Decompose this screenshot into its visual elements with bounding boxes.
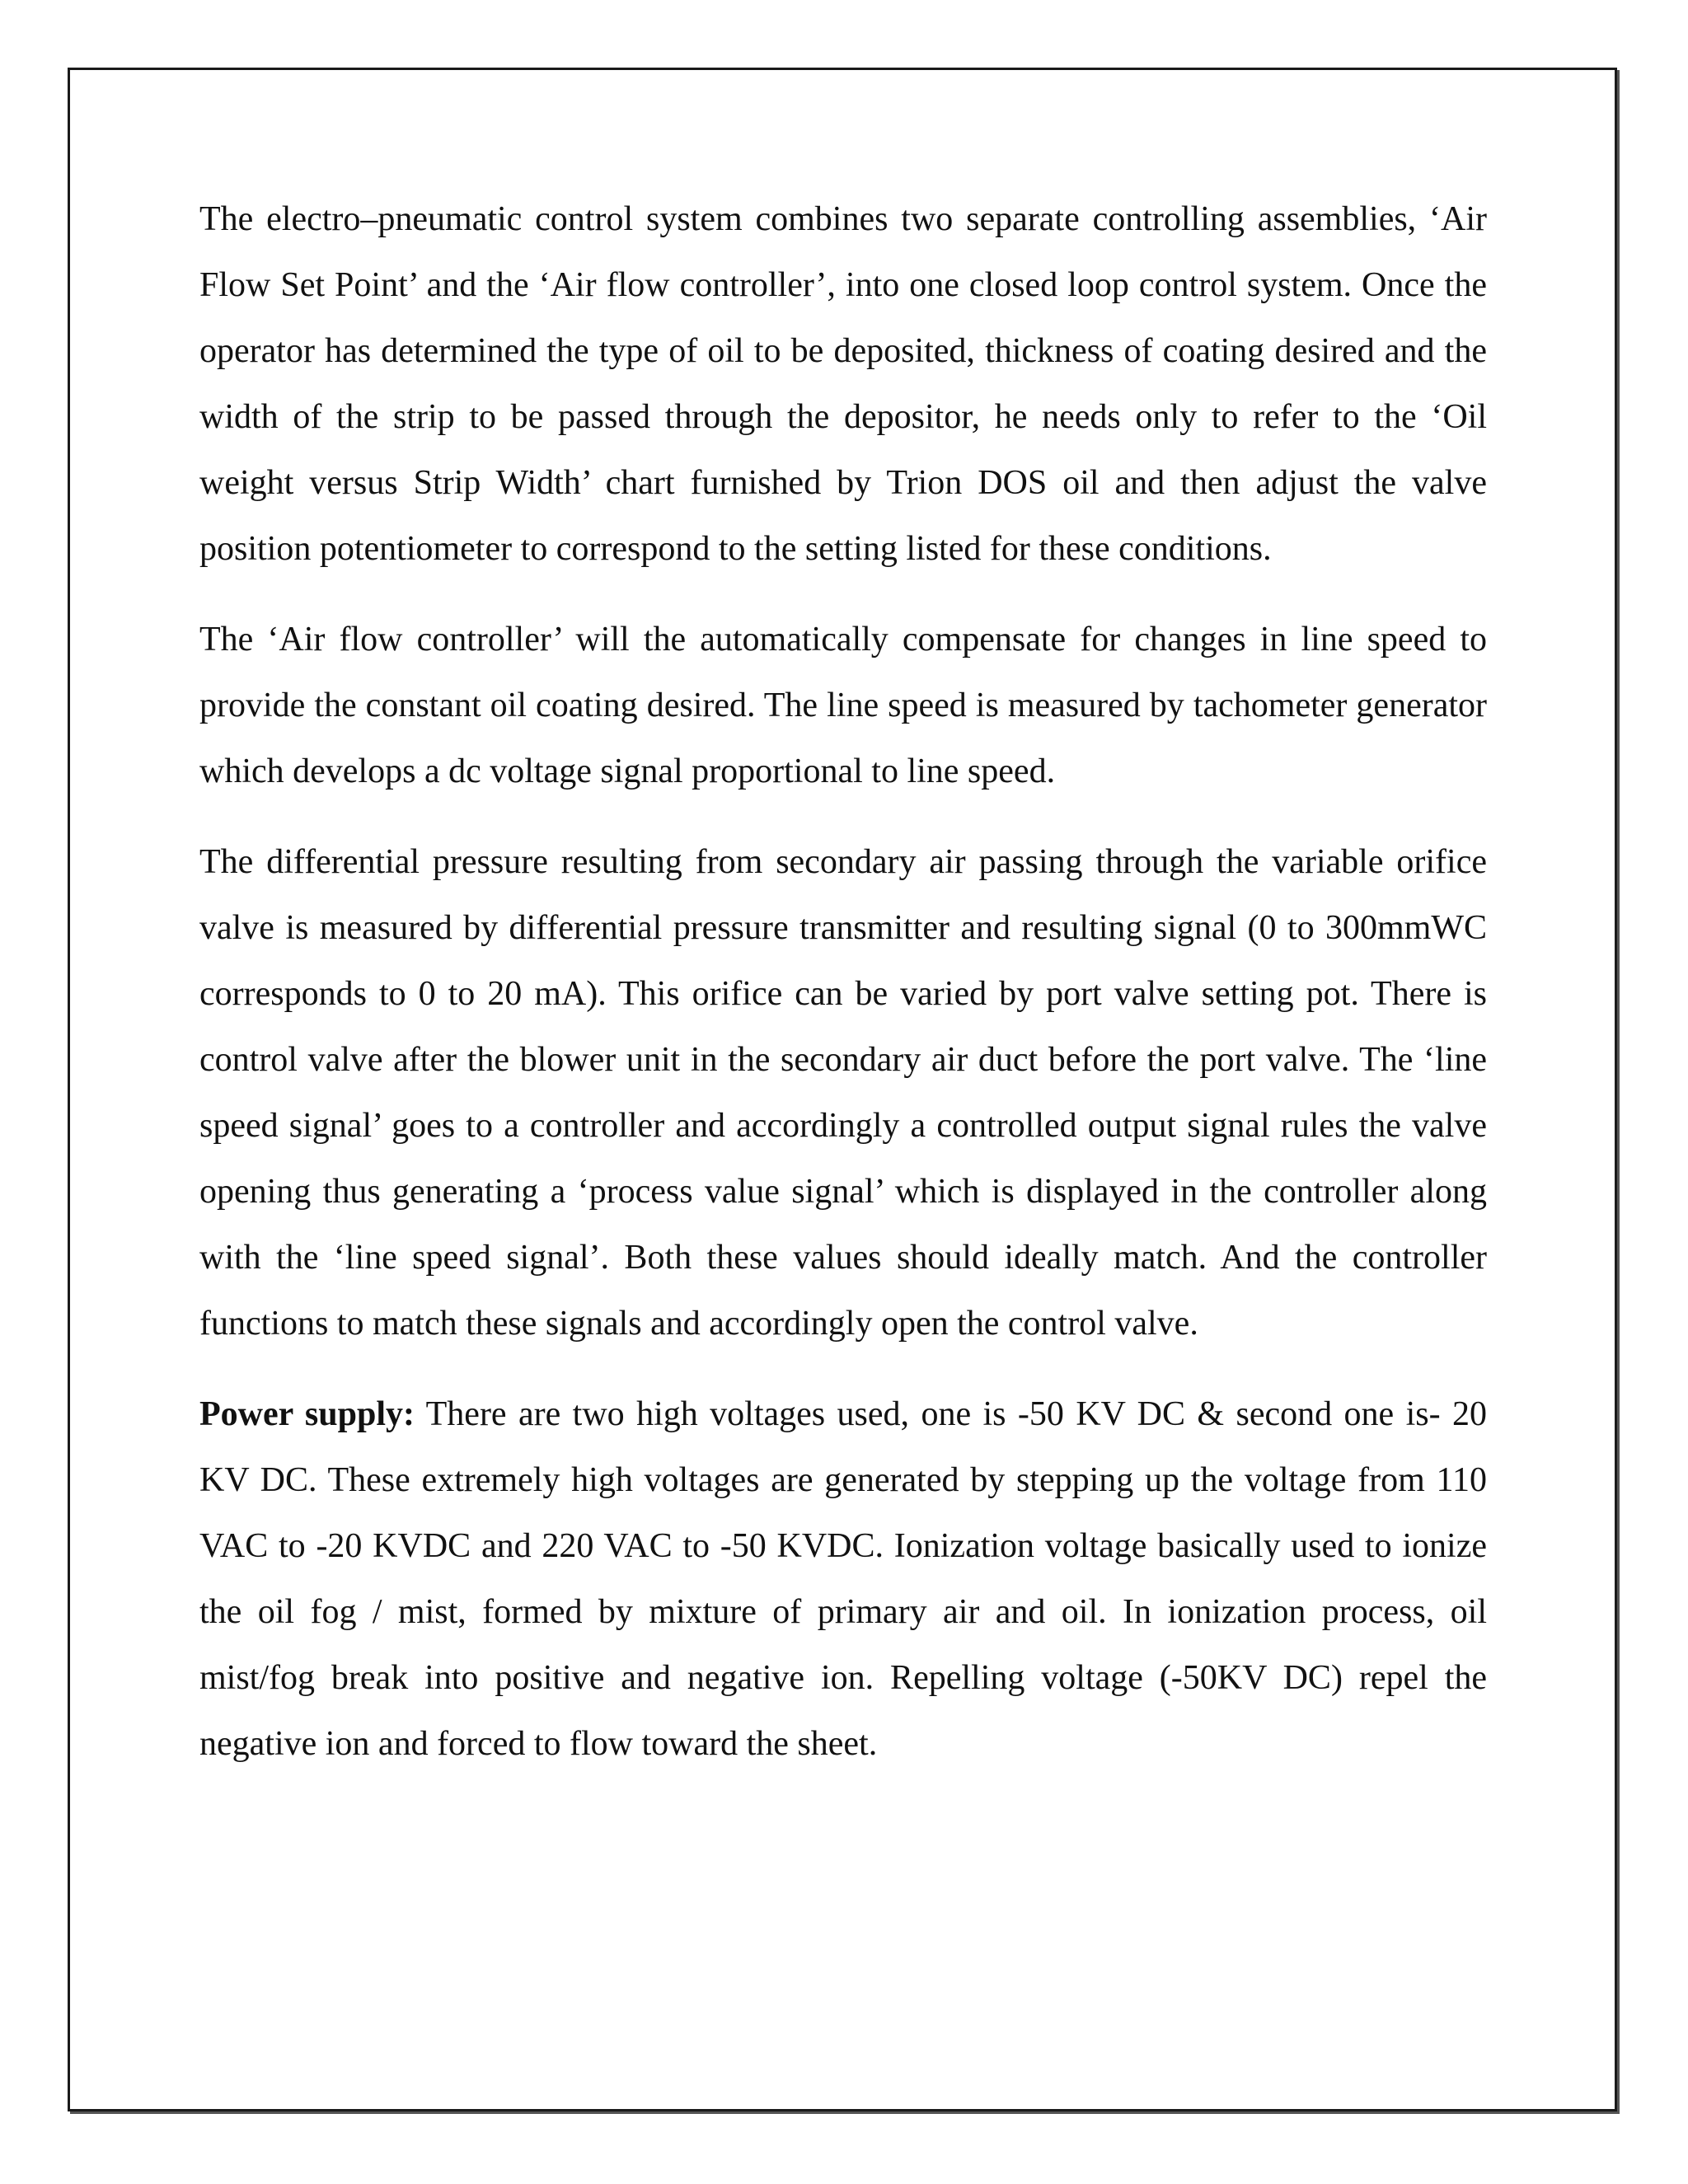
- paragraph-text: The ‘Air flow controller’ will the automatically compensate for changes in line speed to provide the constant oil coating desired. The line speed is measured by tachometer generator which develops a dc voltage signal proportional to line speed.: [199, 621, 1487, 790]
- paragraph-differential-pressure: [199, 829, 1487, 1357]
- paragraph-text: There are two high voltages used, one is -50 KV DC & second one is- 20 KV DC. These extremely high voltages are generated by stepping up the voltage from 110 VAC to -20 KVDC and 220 VAC to -50 KVDC. Ionization voltage basically used to ionize the oil fog / mist, formed by mixture of primary air and oil. In ionization process, oil mist/fog break into positive and negative ion. Repelling voltage (-50KV DC) repel the negative ion and forced to flow toward the sheet.: [199, 1395, 1487, 1763]
- paragraph-control-system: [199, 186, 1487, 582]
- paragraph-heading-power-supply: Power supply:: [199, 1395, 415, 1433]
- document-body: [199, 186, 1487, 1802]
- paragraph-text: The differential pressure resulting from secondary air passing through the variable orifice valve is measured by differential pressure transmitter and resulting signal (0 to 300mmWC corresponds to 0 to 20 mA). This orifice can be varied by port valve setting pot. There is control valve after the blower unit in the secondary air duct before the port valve. The ‘line speed signal’ goes to a controller and accordingly a controlled output signal rules the valve opening thus generating a ‘process value signal’ which is displayed in the controller along with the ‘line speed signal’. Both these values should ideally match. And the controller functions to match these signals and accordingly open the control valve.: [199, 843, 1487, 1343]
- paragraph-air-flow-controller: [199, 607, 1487, 804]
- paragraph-text: The electro–pneumatic control system combines two separate controlling assemblies, ‘Air Flow Set Point’ and the ‘Air flow controller’, into one closed loop control system. Once the operator has determined the type of oil to be deposited, thickness of coating desired and the width of the strip to be passed through the depositor, he needs only to refer to the ‘Oil weight versus Strip Width’ chart furnished by Trion DOS oil and then adjust the valve position potentiometer to correspond to the setting listed for these conditions.: [199, 200, 1487, 568]
- paragraph-power-supply: [199, 1381, 1487, 1777]
